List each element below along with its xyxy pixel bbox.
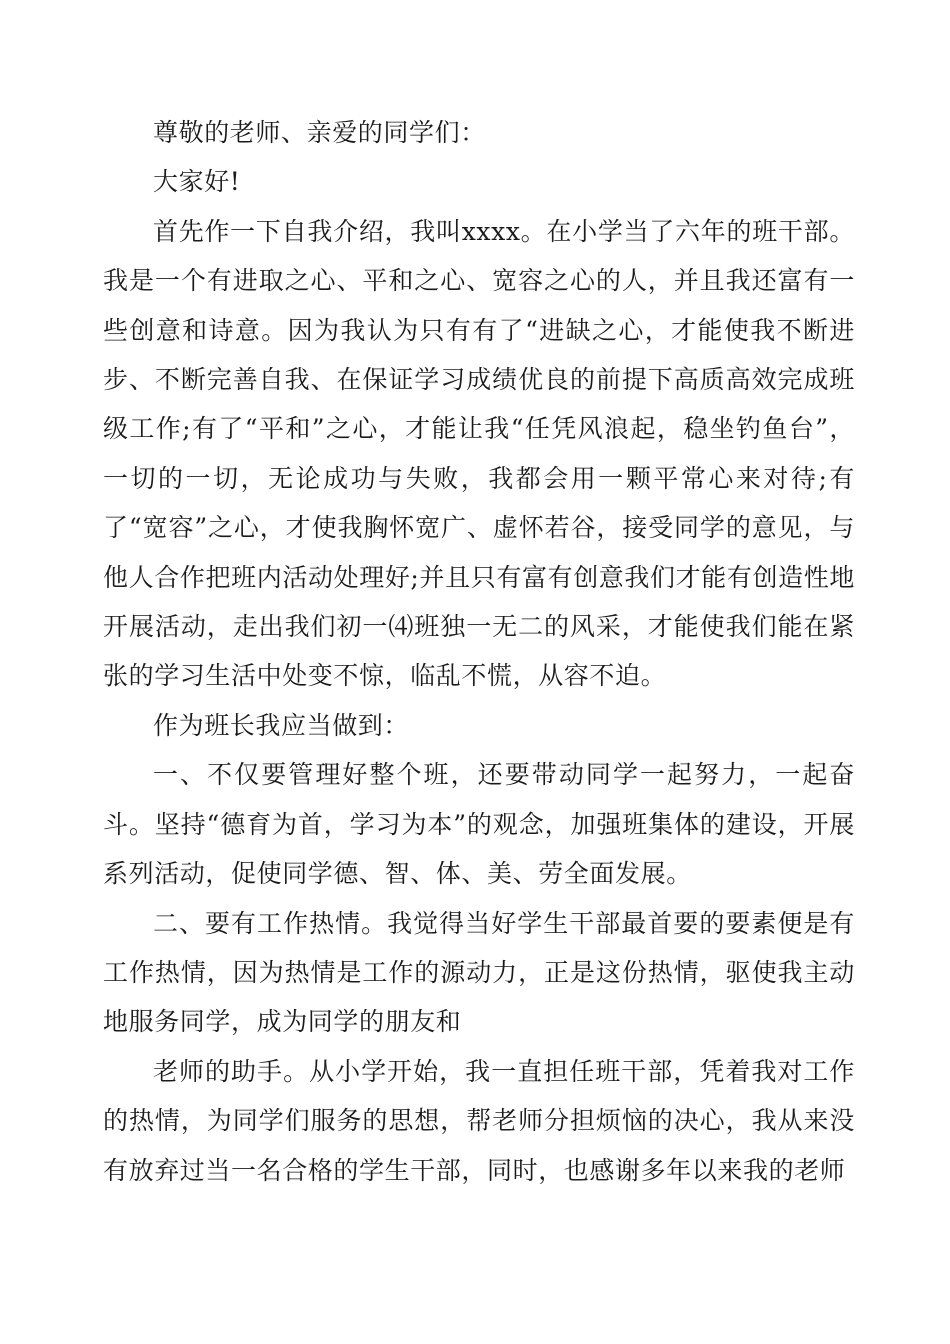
duties-heading-paragraph: 作为班长我应当做到： xyxy=(153,710,410,740)
hello-line: 大家好! xyxy=(153,167,241,197)
document-body xyxy=(103,108,855,1195)
greeting-line: 尊敬的老师、亲爱的同学们： xyxy=(153,118,486,147)
self-introduction-paragraph: 首先作一下自我介绍，我叫xxxx。在小学当了六年的班干部。我是一个有进取之心、平和之心、宽容之心的人，并且我还富有一些创意和诗意。因为我认为只有有了“进缺之心，才能使我不断进步、不断完善自我、在保证学习成绩优良的前提下高质高效完成班级工作;有了“平和”之心，才能让我“任凭风浪起，稳坐钓鱼台”，一切的一切，无论成功与失败，我都会用一颗平常心来对待;有了“宽容”之心，才使我胸怀宽广、虚怀若谷，接受同学的意见，与他人合作把班内活动处理好;并且只有富有创意我们才能有创造性地开展活动，走出我们初一⑷班独一无二的风采，才能使我们能在紧张的学习生活中处变不惊，临乱不慌，从容不迫。 xyxy=(103,216,855,691)
continuation-paragraph: 老师的助手。从小学开始，我一直担任班干部，凭着我对工作的热情，为同学们服务的思想，帮老师分担烦恼的决心，我从来没有放弃过当一名合格的学生干部，同时，也感谢多年以来我的老师 xyxy=(103,1056,855,1185)
duty-one-paragraph: 一、不仅要管理好整个班，还要带动同学一起努力，一起奋斗。坚持“德育为首，学习为本”的观念，加强班集体的建设，开展系列活动，促使同学德、智、体、美、劳全面发展。 xyxy=(103,760,855,889)
duty-two-paragraph: 二、要有工作热情。我觉得当好学生干部最首要的要素便是有工作热情，因为热情是工作的源动力，正是这份热情，驱使我主动地服务同学，成为同学的朋友和 xyxy=(103,908,855,1037)
